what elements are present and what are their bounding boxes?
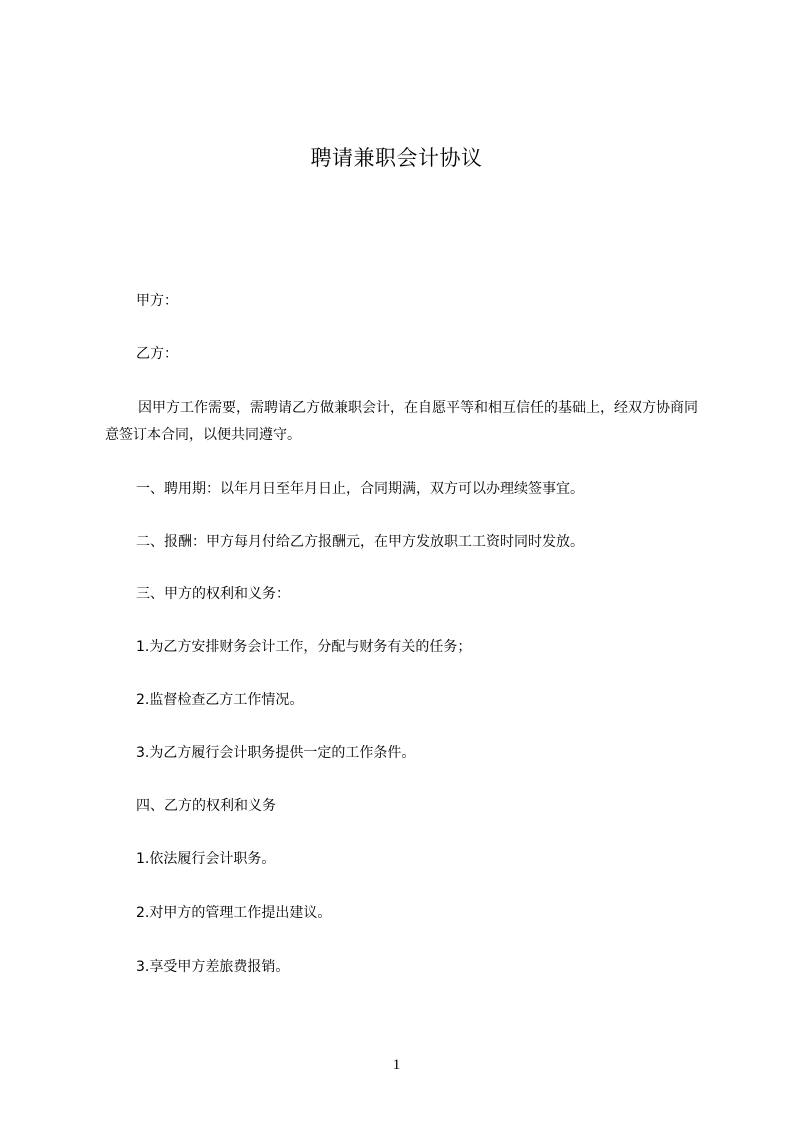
party-a-item-1: 1.为乙方安排财务会计工作，分配与财务有关的任务；: [136, 639, 472, 655]
clause-party-b-rights-heading: 四、乙方的权利和义务: [136, 798, 276, 814]
party-a-item-3: 3.为乙方履行会计职务提供一定的工作条件。: [136, 745, 416, 761]
clause-remuneration: 二、报酬：甲方每月付给乙方报酬元，在甲方发放职工工资时同时发放。: [136, 534, 584, 550]
party-b-item-1: 1.依法履行会计职务。: [136, 851, 276, 867]
party-b-item-2: 2.对甲方的管理工作提出建议。: [136, 905, 332, 921]
party-a-line: 甲方：: [136, 293, 178, 309]
clause-party-a-rights-heading: 三、甲方的权利和义务：: [136, 586, 290, 602]
intro-paragraph: 因甲方工作需要，需聘请乙方做兼职会计，在自愿平等和相互信任的基础上，经双方协商同意签订本合同，以便共同遵守。: [105, 400, 698, 443]
clause-employment-period: 一、聘用期：以年月日至年月日止，合同期满，双方可以办理续签事宜。: [136, 481, 584, 497]
party-b-line: 乙方：: [136, 346, 178, 362]
party-b-item-3: 3.享受甲方差旅费报销。: [136, 959, 290, 975]
page-number: 1: [392, 1057, 401, 1073]
party-a-item-2: 2.监督检查乙方工作情况。: [136, 692, 304, 708]
document-title: 聘请兼职会计协议: [310, 146, 483, 170]
